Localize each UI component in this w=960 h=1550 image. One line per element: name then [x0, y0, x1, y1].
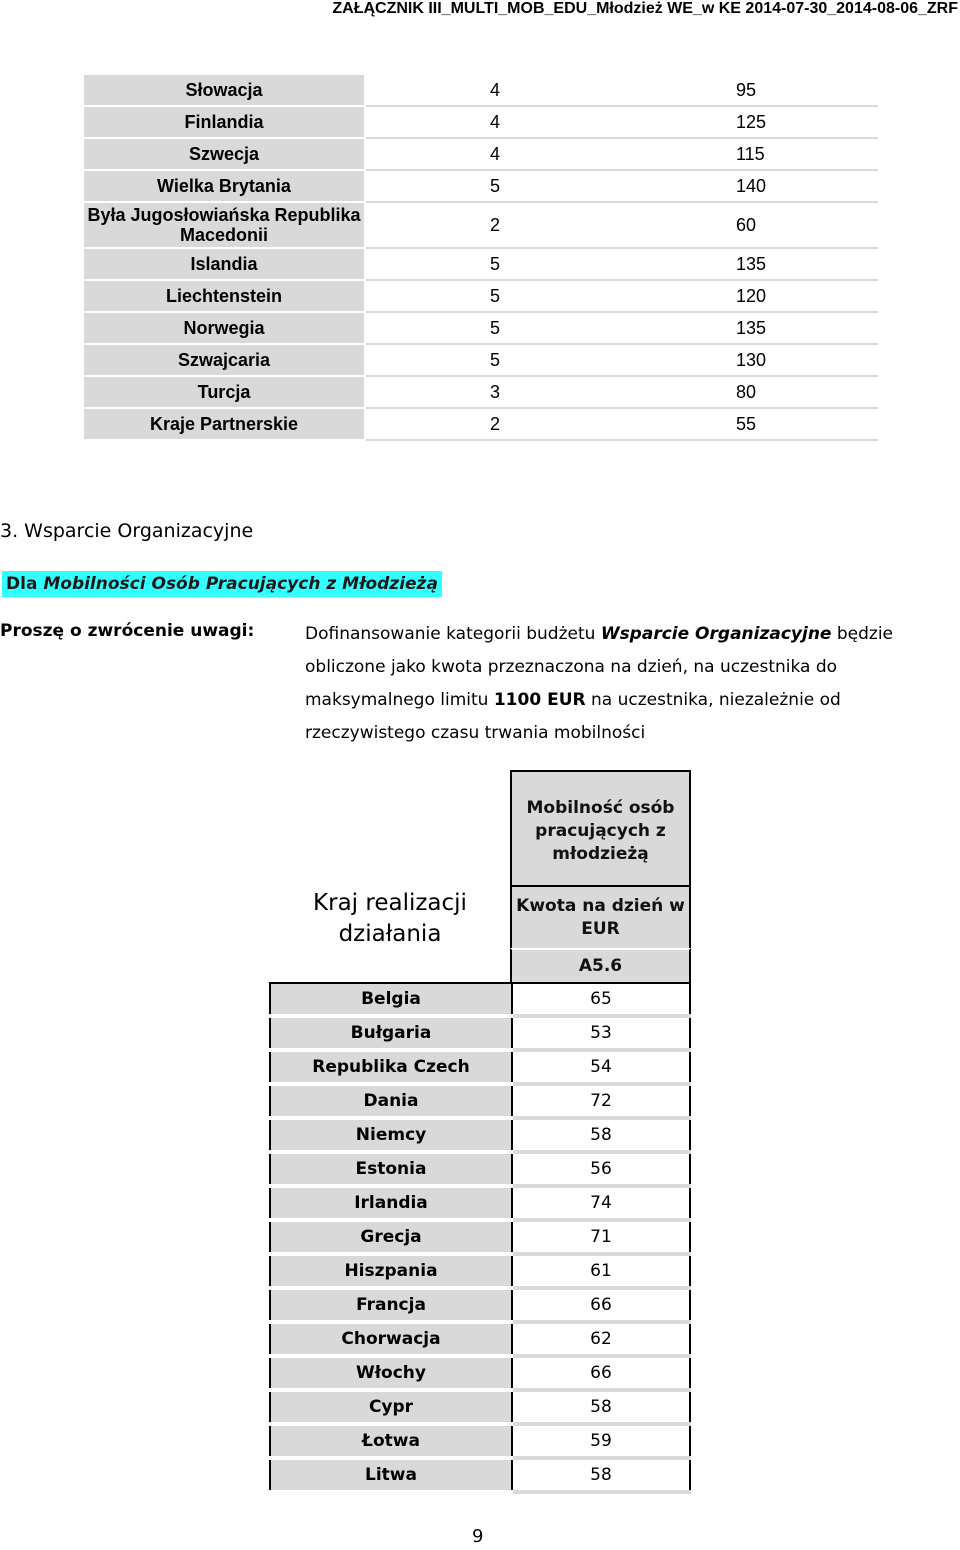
section-title: 3. Wsparcie Organizacyjne: [0, 520, 254, 542]
note-part-2: będzie obliczone jako kwota przeznaczona na dzień, na uczestnika do maksymalnego limitu: [305, 624, 894, 710]
country-cell: Niemcy: [270, 1118, 512, 1152]
amount-cell: 135: [621, 248, 877, 280]
count-cell: 5: [365, 312, 621, 344]
country-cell: Hiszpania: [270, 1254, 512, 1288]
count-cell: 2: [365, 408, 621, 440]
amount-cell: 120: [621, 280, 877, 312]
country-column-header: Kraj realizacji działania: [313, 890, 467, 947]
table-row: [270, 1424, 690, 1458]
country-cell: Belgia: [270, 983, 512, 1016]
note-limit: 1100 EUR: [493, 690, 586, 710]
daily-amount-cell: 65: [512, 983, 690, 1016]
country-cell: Islandia: [83, 248, 365, 280]
table-row: [83, 312, 877, 344]
country-cell: Liechtenstein: [83, 280, 365, 312]
daily-amount-cell: 58: [512, 1390, 690, 1424]
daily-amount-cell: 53: [512, 1016, 690, 1050]
table-row: [270, 1458, 690, 1492]
daily-amount-cell: 62: [512, 1322, 690, 1356]
country-cell: Irlandia: [270, 1186, 512, 1220]
amount-cell: 125: [621, 106, 877, 138]
amount-cell: 135: [621, 312, 877, 344]
table-row: [270, 1322, 690, 1356]
daily-amount-cell: 58: [512, 1118, 690, 1152]
daily-amount-cell: 54: [512, 1050, 690, 1084]
amount-cell: 130: [621, 344, 877, 376]
table-row: [83, 106, 877, 138]
note-emphasis: Wsparcie Organizacyjne: [600, 624, 832, 644]
document-header: ZAŁĄCZNIK III_MULTI_MOB_EDU_Młodzież WE_w KE 2014-07-30_2014-08-06_ZRF: [332, 0, 958, 17]
table-row: [270, 1050, 690, 1084]
amount-cell: 55: [621, 408, 877, 440]
country-cell: Była Jugosłowiańska Republika Macedonii: [83, 202, 365, 248]
amount-cell: 60: [621, 202, 877, 248]
subtitle-italic: Mobilności Osób Pracujących z Młodzieżą: [43, 574, 438, 594]
country-cell: Turcja: [83, 376, 365, 408]
country-cell: Wielka Brytania: [83, 170, 365, 202]
table-row: [270, 1152, 690, 1186]
daily-amount-cell: 61: [512, 1254, 690, 1288]
table-row: [270, 1220, 690, 1254]
table-row: [83, 248, 877, 280]
daily-amount-cell: 58: [512, 1458, 690, 1492]
amount-cell: 115: [621, 138, 877, 170]
amount-cell: 140: [621, 170, 877, 202]
country-cell: Grecja: [270, 1220, 512, 1254]
country-cell: Estonia: [270, 1152, 512, 1186]
code-header: A5.6: [510, 948, 691, 984]
amount-cell: 80: [621, 376, 877, 408]
note-label: Proszę o zwrócenie uwagi:: [0, 621, 255, 641]
count-cell: 4: [365, 106, 621, 138]
table-row: [270, 983, 690, 1016]
daily-amount-cell: 71: [512, 1220, 690, 1254]
count-cell: 3: [365, 376, 621, 408]
amount-cell: 95: [621, 74, 877, 106]
daily-amount-cell: 59: [512, 1424, 690, 1458]
amount-header: Kwota na dzień w EUR: [510, 885, 691, 950]
table-row: [83, 170, 877, 202]
table-row: [270, 1186, 690, 1220]
count-cell: 5: [365, 280, 621, 312]
table-row: [83, 344, 877, 376]
table-row: [270, 1016, 690, 1050]
country-cell: Francja: [270, 1288, 512, 1322]
count-cell: 2: [365, 202, 621, 248]
table-row: [83, 202, 877, 248]
daily-amount-table: [269, 982, 691, 1494]
country-cell: Kraje Partnerskie: [83, 408, 365, 440]
table-row: [83, 280, 877, 312]
mobility-header: Mobilność osób pracujących z młodzieżą: [510, 770, 691, 887]
count-cell: 5: [365, 344, 621, 376]
subtitle-prefix: Dla: [6, 574, 44, 594]
table-row: [270, 1254, 690, 1288]
count-cell: 5: [365, 248, 621, 280]
table-row: [270, 1084, 690, 1118]
daily-amount-cell: 72: [512, 1084, 690, 1118]
country-cell: Szwecja: [83, 138, 365, 170]
country-cell: Szwajcaria: [83, 344, 365, 376]
country-cell: Litwa: [270, 1458, 512, 1492]
table-row: [270, 1118, 690, 1152]
country-cell: Włochy: [270, 1356, 512, 1390]
table-row: [83, 408, 877, 440]
country-cell: Dania: [270, 1084, 512, 1118]
daily-amount-cell: 74: [512, 1186, 690, 1220]
table-row: [83, 376, 877, 408]
table-row: [270, 1390, 690, 1424]
note-part-1: Dofinansowanie kategorii budżetu: [305, 624, 601, 644]
country-cell: Cypr: [270, 1390, 512, 1424]
country-cell: Słowacja: [83, 74, 365, 106]
daily-amount-cell: 66: [512, 1356, 690, 1390]
count-cell: 4: [365, 74, 621, 106]
count-cell: 5: [365, 170, 621, 202]
country-cell: Finlandia: [83, 106, 365, 138]
country-cell: Łotwa: [270, 1424, 512, 1458]
country-cell: Republika Czech: [270, 1050, 512, 1084]
table-row: [270, 1288, 690, 1322]
count-cell: 4: [365, 138, 621, 170]
country-cell: Bułgaria: [270, 1016, 512, 1050]
daily-amount-cell: 56: [512, 1152, 690, 1186]
table-row: [83, 138, 877, 170]
daily-amount-cell: 66: [512, 1288, 690, 1322]
country-cell: Chorwacja: [270, 1322, 512, 1356]
highlighted-subtitle: [2, 571, 442, 597]
note-part-3: na uczestnika, niezależnie od rzeczywistego czasu trwania mobilności: [305, 690, 841, 743]
country-rates-table: [82, 73, 878, 441]
table-row: [270, 1356, 690, 1390]
table-row: [83, 74, 877, 106]
country-cell: Norwegia: [83, 312, 365, 344]
note-text: [305, 618, 945, 750]
page-number: 9: [472, 1526, 484, 1547]
